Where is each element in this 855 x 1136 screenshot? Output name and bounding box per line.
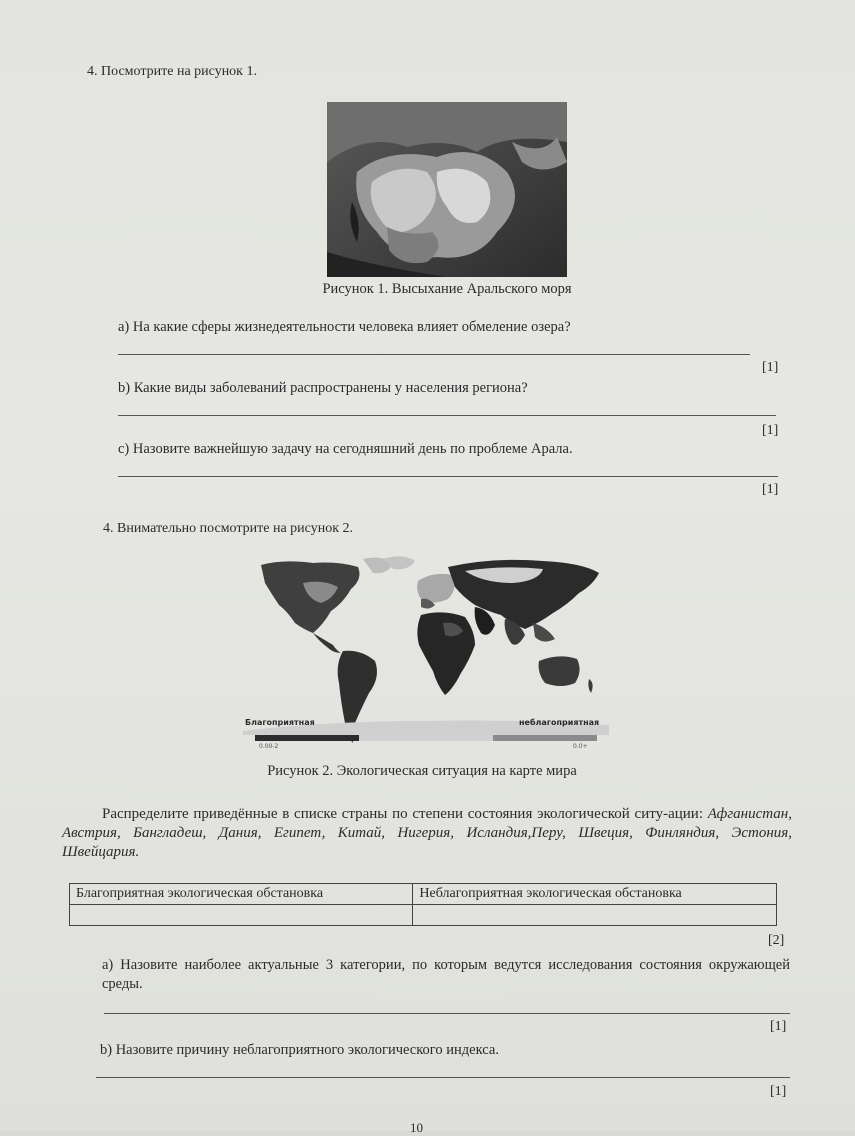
ecology-table bbox=[69, 883, 777, 926]
question-4-heading: 4. Посмотрите на рисунок 1. bbox=[87, 64, 257, 79]
answer-line-4-2a[interactable] bbox=[104, 1013, 790, 1014]
mark-4-2a: [1] bbox=[770, 1019, 787, 1034]
table-header-unfavorable: Неблагоприятная экологическая обстановка bbox=[413, 884, 777, 905]
mark-4-2b: [1] bbox=[770, 1084, 787, 1099]
answer-line-4a[interactable] bbox=[118, 354, 750, 355]
legend-segment-unfavorable bbox=[493, 735, 597, 741]
table-header-favorable: Благоприятная экологическая обстановка bbox=[70, 884, 413, 905]
countries-list: Афганистан, Австрия, Бангладеш, Дания, Египет, Китай, Нигерия, Исландия,Перу, Швеция, Финляндия, Эстония, Швейцария. bbox=[62, 806, 792, 860]
answer-line-4c[interactable] bbox=[118, 476, 778, 477]
legend-tick-left: 0.00-2 bbox=[259, 743, 279, 750]
instruction-paragraph bbox=[62, 805, 792, 862]
mark-4b: [1] bbox=[762, 423, 779, 438]
mark-4c: [1] bbox=[762, 482, 779, 497]
mark-table: [2] bbox=[768, 933, 785, 948]
answer-line-4b[interactable] bbox=[118, 415, 776, 416]
legend-label-favorable: Благоприятная bbox=[245, 718, 315, 727]
legend-segment-favorable bbox=[255, 735, 359, 741]
mark-4a: [1] bbox=[762, 360, 779, 375]
question-4b-text: b) Какие виды заболеваний распространены у населения региона? bbox=[118, 380, 528, 396]
aral-sea-photo bbox=[327, 102, 567, 277]
question-4c-text: с) Назовите важнейшую задачу на сегодняшний день по проблеме Арала. bbox=[118, 441, 573, 457]
question-4a-text: а) На какие сферы жизнедеятельности человека влияет обмеление озера? bbox=[118, 319, 571, 335]
question-4-2a-text: а) Назовите наиболее актуальные 3 категории, по которым ведутся исследования состояния окружающей среды. bbox=[102, 957, 790, 992]
world-map-figure bbox=[243, 553, 609, 758]
legend-segment-middle bbox=[359, 735, 493, 741]
page-number: 10 bbox=[410, 1120, 423, 1135]
world-map bbox=[243, 553, 609, 758]
legend-label-unfavorable: неблагоприятная bbox=[519, 718, 600, 727]
question-4-2b-text: b) Назовите причину неблагоприятного экологического индекса. bbox=[100, 1042, 499, 1058]
answer-line-4-2b[interactable] bbox=[96, 1077, 790, 1078]
figure-1-caption: Рисунок 1. Высыхание Аральского моря bbox=[322, 281, 572, 297]
legend-tick-right: 0.0+ bbox=[573, 743, 588, 750]
table-cell-unfavorable[interactable] bbox=[413, 905, 777, 926]
instruction-text: Распределите приведённые в списке страны по степени состояния экологической ситу-ации: bbox=[102, 806, 708, 822]
figure-2-caption: Рисунок 2. Экологическая ситуация на карте мира bbox=[267, 763, 577, 779]
table-cell-favorable[interactable] bbox=[70, 905, 413, 926]
question-4-2-heading: 4. Внимательно посмотрите на рисунок 2. bbox=[103, 521, 353, 536]
